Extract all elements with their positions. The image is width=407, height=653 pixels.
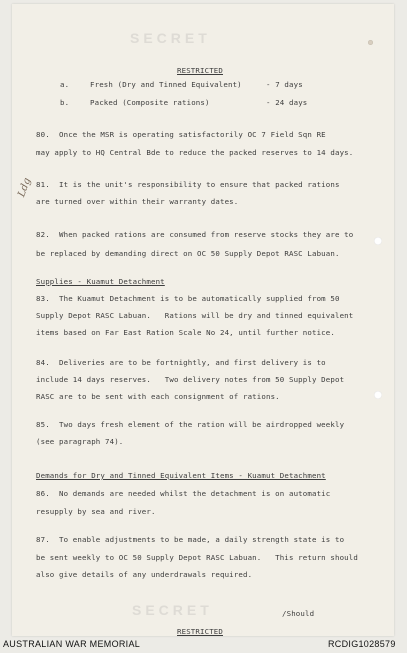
item-b-value: - 24 days	[266, 98, 308, 107]
para-85-line2: (see paragraph 74).	[36, 437, 124, 446]
item-a-marker: a.	[60, 80, 70, 89]
continuation-catchword: /Should	[282, 609, 315, 618]
handwritten-note: Ldg	[16, 176, 34, 199]
para-83-line2: Supply Depot RASC Labuan. Rations will be dry and tinned equivalent	[36, 311, 354, 320]
watermark-top: SECRET	[130, 30, 211, 46]
para-85-line1: 85. Two days fresh element of the ration will be airdropped weekly	[36, 420, 345, 429]
document-page	[12, 4, 394, 636]
para-86-line2: resupply by sea and river.	[36, 507, 156, 516]
para-84-line2: include 14 days reserves. Two delivery notes from 50 Supply Depot	[36, 375, 345, 384]
punch-hole-top	[374, 237, 382, 245]
stain-mark	[368, 40, 373, 45]
archive-record-id: RCDIG1028579	[328, 639, 396, 649]
watermark-bottom: SECRET	[132, 602, 213, 618]
heading-demands: Demands for Dry and Tinned Equivalent Items - Kuamut Detachment	[36, 471, 326, 480]
para-87-line3: also give details of any underdrawals required.	[36, 570, 253, 579]
para-81-line1: 81. It is the unit's responsibility to ensure that packed rations	[36, 180, 340, 189]
para-83-line3: items based on Far East Ration Scale No 24, until further notice.	[36, 328, 335, 337]
para-83-line1: 83. The Kuamut Detachment is to be automatically supplied from 50	[36, 294, 340, 303]
item-b-label: Packed (Composite rations)	[90, 98, 210, 107]
header-restricted: RESTRICTED	[177, 66, 223, 75]
para-80-line1: 80. Once the MSR is operating satisfactorily OC 7 Field Sqn RE	[36, 130, 326, 139]
heading-supplies-kuamut: Supplies - Kuamut Detachment	[36, 277, 165, 286]
item-a-label: Fresh (Dry and Tinned Equivalent)	[90, 80, 242, 89]
para-87-line2: be sent weekly to OC 50 Supply Depot RASC Labuan. This return should	[36, 553, 358, 562]
punch-hole-bottom	[374, 391, 382, 399]
para-84-line3: RASC are to be sent with each consignment of rations.	[36, 392, 280, 401]
para-86-line1: 86. No demands are needed whilst the detachment is on automatic	[36, 489, 331, 498]
para-80-line2: may apply to HQ Central Bde to reduce the packed reserves to 14 days.	[36, 148, 354, 157]
footer-restricted: RESTRICTED	[177, 627, 223, 636]
para-84-line1: 84. Deliveries are to be fortnightly, and first delivery is to	[36, 358, 326, 367]
archive-credit: AUSTRALIAN WAR MEMORIAL	[3, 639, 141, 649]
para-81-line2: are turned over within their warranty dates.	[36, 197, 239, 206]
para-82-line1: 82. When packed rations are consumed from reserve stocks they are to	[36, 230, 354, 239]
item-a-value: - 7 days	[266, 80, 303, 89]
para-82-line2: be replaced by demanding direct on OC 50 Supply Depot RASC Labuan.	[36, 249, 340, 258]
item-b-marker: b.	[60, 98, 70, 107]
para-87-line1: 87. To enable adjustments to be made, a daily strength state is to	[36, 535, 345, 544]
